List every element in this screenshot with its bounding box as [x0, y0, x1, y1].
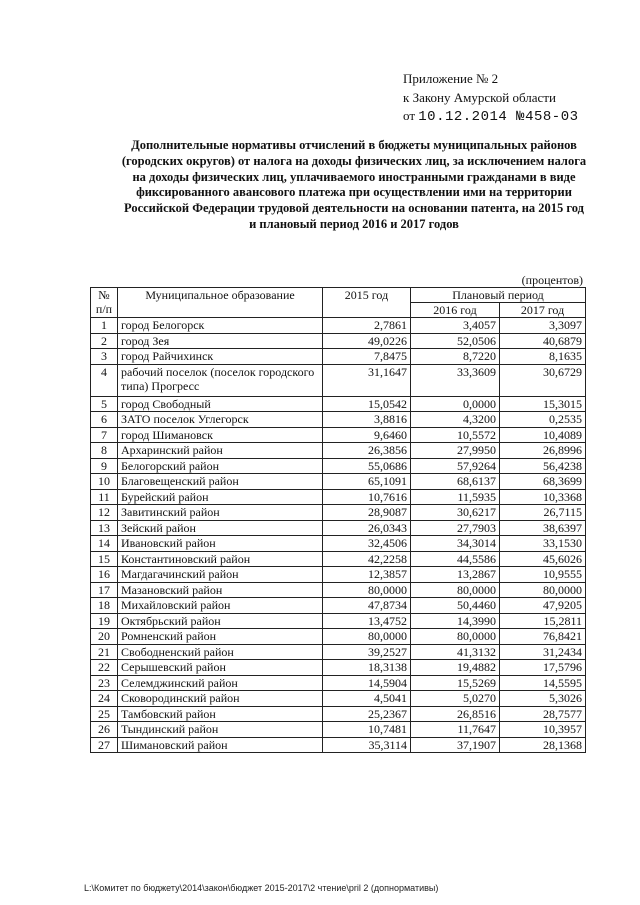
table-row: [91, 458, 586, 474]
row-2017: 3,3097: [500, 318, 586, 334]
row-2017: 5,3026: [500, 691, 586, 707]
row-2015: 12,3857: [323, 567, 411, 583]
row-2017: 8,1635: [500, 349, 586, 365]
table-row: [91, 613, 586, 629]
row-number: 8: [91, 443, 118, 459]
row-2017: 10,3957: [500, 722, 586, 738]
row-municipality: Ромненский район: [118, 629, 323, 645]
row-number: 10: [91, 474, 118, 490]
row-2016: 80,0000: [411, 629, 500, 645]
row-2016: 34,3014: [411, 536, 500, 552]
row-2016: 52,0506: [411, 333, 500, 349]
table-row: [91, 333, 586, 349]
row-2016: 27,7903: [411, 520, 500, 536]
row-2016: 5,0270: [411, 691, 500, 707]
table-row: [91, 629, 586, 645]
row-2015: 42,2258: [323, 551, 411, 567]
row-2016: 41,3132: [411, 644, 500, 660]
header-plan-period: Плановый период: [411, 288, 586, 303]
row-municipality: Михайловский район: [118, 598, 323, 614]
row-2017: 26,7115: [500, 505, 586, 521]
appendix-date: [403, 107, 579, 127]
row-2016: 14,3990: [411, 613, 500, 629]
row-municipality: Архаринский район: [118, 443, 323, 459]
header-2017: 2017 год: [500, 303, 586, 318]
row-municipality: Зейский район: [118, 520, 323, 536]
row-2017: 40,6879: [500, 333, 586, 349]
row-number: 16: [91, 567, 118, 583]
row-number: 24: [91, 691, 118, 707]
row-2017: 15,2811: [500, 613, 586, 629]
table-row: [91, 691, 586, 707]
row-2016: 50,4460: [411, 598, 500, 614]
units-label: (процентов): [521, 273, 583, 287]
row-2017: 68,3699: [500, 474, 586, 490]
row-2015: 26,0343: [323, 520, 411, 536]
row-2016: 80,0000: [411, 582, 500, 598]
row-number: 14: [91, 536, 118, 552]
row-2017: 76,8421: [500, 629, 586, 645]
row-2017: 26,8996: [500, 443, 586, 459]
row-2015: 39,2527: [323, 644, 411, 660]
row-2017: 0,2535: [500, 412, 586, 428]
row-number: 3: [91, 349, 118, 365]
table-row: [91, 644, 586, 660]
row-municipality: Белогорский район: [118, 458, 323, 474]
row-number: 19: [91, 613, 118, 629]
row-2017: 10,4089: [500, 427, 586, 443]
row-number: 4: [91, 364, 118, 396]
table-row: [91, 536, 586, 552]
row-2017: 10,3368: [500, 489, 586, 505]
row-2015: 49,0226: [323, 333, 411, 349]
table-row: [91, 396, 586, 412]
row-2015: 47,8734: [323, 598, 411, 614]
table-row: [91, 551, 586, 567]
table-row: [91, 722, 586, 738]
row-number: 26: [91, 722, 118, 738]
row-2015: 80,0000: [323, 629, 411, 645]
appendix-block: [403, 70, 579, 127]
row-municipality: Ивановский район: [118, 536, 323, 552]
table-row: [91, 443, 586, 459]
row-2016: 10,5572: [411, 427, 500, 443]
row-number: 17: [91, 582, 118, 598]
row-number: 6: [91, 412, 118, 428]
row-2015: 80,0000: [323, 582, 411, 598]
row-municipality: Завитинский район: [118, 505, 323, 521]
row-2015: 26,3856: [323, 443, 411, 459]
row-2016: 3,4057: [411, 318, 500, 334]
row-number: 13: [91, 520, 118, 536]
table-row: [91, 737, 586, 753]
row-2015: 7,8475: [323, 349, 411, 365]
row-2016: 19,4882: [411, 660, 500, 676]
row-2017: 28,7577: [500, 706, 586, 722]
row-2016: 0,0000: [411, 396, 500, 412]
row-2016: 15,5269: [411, 675, 500, 691]
row-number: 20: [91, 629, 118, 645]
row-2017: 30,6729: [500, 364, 586, 396]
row-number: 5: [91, 396, 118, 412]
row-2017: 47,9205: [500, 598, 586, 614]
row-2015: 65,1091: [323, 474, 411, 490]
table-row: [91, 706, 586, 722]
row-2016: 8,7220: [411, 349, 500, 365]
table-row: [91, 598, 586, 614]
row-2017: 17,5796: [500, 660, 586, 676]
header-2016: 2016 год: [411, 303, 500, 318]
row-municipality: Серышевский район: [118, 660, 323, 676]
row-2017: 33,1530: [500, 536, 586, 552]
row-number: 9: [91, 458, 118, 474]
row-municipality: Константиновский район: [118, 551, 323, 567]
row-2016: 68,6137: [411, 474, 500, 490]
row-number: 7: [91, 427, 118, 443]
row-number: 2: [91, 333, 118, 349]
row-2015: 13,4752: [323, 613, 411, 629]
appendix-law: к Закону Амурской области: [403, 89, 556, 105]
row-2015: 4,5041: [323, 691, 411, 707]
row-2017: 31,2434: [500, 644, 586, 660]
row-2015: 25,2367: [323, 706, 411, 722]
row-municipality: Свободненский район: [118, 644, 323, 660]
row-municipality: город Райчихинск: [118, 349, 323, 365]
row-municipality: город Шимановск: [118, 427, 323, 443]
row-2017: 14,5595: [500, 675, 586, 691]
row-number: 23: [91, 675, 118, 691]
row-2017: 28,1368: [500, 737, 586, 753]
norms-table: [90, 287, 586, 753]
row-2016: 26,8516: [411, 706, 500, 722]
row-2015: 15,0542: [323, 396, 411, 412]
table-row: [91, 489, 586, 505]
table-row: [91, 412, 586, 428]
row-2015: 2,7861: [323, 318, 411, 334]
row-2016: 37,1907: [411, 737, 500, 753]
row-2017: 80,0000: [500, 582, 586, 598]
table-row: [91, 675, 586, 691]
table-row: [91, 567, 586, 583]
table-row: [91, 474, 586, 490]
row-municipality: Тамбовский район: [118, 706, 323, 722]
row-number: 12: [91, 505, 118, 521]
table-row: [91, 505, 586, 521]
row-2016: 27,9950: [411, 443, 500, 459]
table-body: [91, 318, 586, 753]
row-municipality: Селемджинский район: [118, 675, 323, 691]
appendix-date-value: 10.12.2014 №458-03: [418, 109, 579, 125]
row-2017: 38,6397: [500, 520, 586, 536]
row-2016: 4,3200: [411, 412, 500, 428]
row-2016: 30,6217: [411, 505, 500, 521]
row-2015: 55,0686: [323, 458, 411, 474]
row-number: 21: [91, 644, 118, 660]
row-municipality: рабочий поселок (поселок городского типа) Прогресс: [118, 364, 323, 396]
appendix-number: Приложение № 2: [403, 71, 499, 86]
row-2016: 57,9264: [411, 458, 500, 474]
table-row: [91, 318, 586, 334]
row-municipality: Бурейский район: [118, 489, 323, 505]
row-2015: 14,5904: [323, 675, 411, 691]
row-2017: 10,9555: [500, 567, 586, 583]
row-number: 25: [91, 706, 118, 722]
row-municipality: Тындинский район: [118, 722, 323, 738]
row-number: 11: [91, 489, 118, 505]
document-title: Дополнительные нормативы отчислений в бюджеты муниципальных районов (городских округов) от налога на доходы физических лиц, за исключением налога на доходы физических лиц, уплачиваемого иностранными гражданами в виде фиксированного авансового платежа при осуществлении ими на территории Российской Федерации трудовой деятельности на основании патента, на 2015 год и плановый период 2016 и 2017 годов: [121, 138, 587, 231]
row-2015: 3,8816: [323, 412, 411, 428]
row-2015: 10,7616: [323, 489, 411, 505]
row-2016: 11,7647: [411, 722, 500, 738]
table-row: [91, 349, 586, 365]
row-number: 15: [91, 551, 118, 567]
row-number: 18: [91, 598, 118, 614]
appendix-date-prefix: от: [403, 108, 416, 123]
row-municipality: город Свободный: [118, 396, 323, 412]
row-2015: 18,3138: [323, 660, 411, 676]
row-2016: 13,2867: [411, 567, 500, 583]
row-number: 27: [91, 737, 118, 753]
row-municipality: Октябрьский район: [118, 613, 323, 629]
row-2015: 10,7481: [323, 722, 411, 738]
row-2017: 15,3015: [500, 396, 586, 412]
header-2015: 2015 год: [323, 288, 411, 318]
row-2016: 44,5586: [411, 551, 500, 567]
row-2015: 28,9087: [323, 505, 411, 521]
table-row: [91, 427, 586, 443]
table-row: [91, 364, 586, 396]
row-number: 1: [91, 318, 118, 334]
row-2017: 56,4238: [500, 458, 586, 474]
header-num: № п/п: [91, 288, 118, 318]
file-path-footer: L:\Комитет по бюджету\2014\закон\бюджет 2015-2017\2 чтение\pril 2 (допнормативы): [84, 883, 439, 893]
row-municipality: город Белогорск: [118, 318, 323, 334]
row-municipality: Мазановский район: [118, 582, 323, 598]
table-row: [91, 582, 586, 598]
row-2015: 35,3114: [323, 737, 411, 753]
row-2015: 9,6460: [323, 427, 411, 443]
table-row: [91, 520, 586, 536]
row-2016: 33,3609: [411, 364, 500, 396]
row-number: 22: [91, 660, 118, 676]
row-municipality: Шимановский район: [118, 737, 323, 753]
row-municipality: ЗАТО поселок Углегорск: [118, 412, 323, 428]
row-municipality: Магдагачинский район: [118, 567, 323, 583]
row-municipality: Благовещенский район: [118, 474, 323, 490]
row-2015: 31,1647: [323, 364, 411, 396]
row-municipality: Сковородинский район: [118, 691, 323, 707]
row-municipality: город Зея: [118, 333, 323, 349]
table-row: [91, 660, 586, 676]
row-2015: 32,4506: [323, 536, 411, 552]
row-2016: 11,5935: [411, 489, 500, 505]
row-2017: 45,6026: [500, 551, 586, 567]
header-municipality: Муниципальное образование: [118, 288, 323, 318]
